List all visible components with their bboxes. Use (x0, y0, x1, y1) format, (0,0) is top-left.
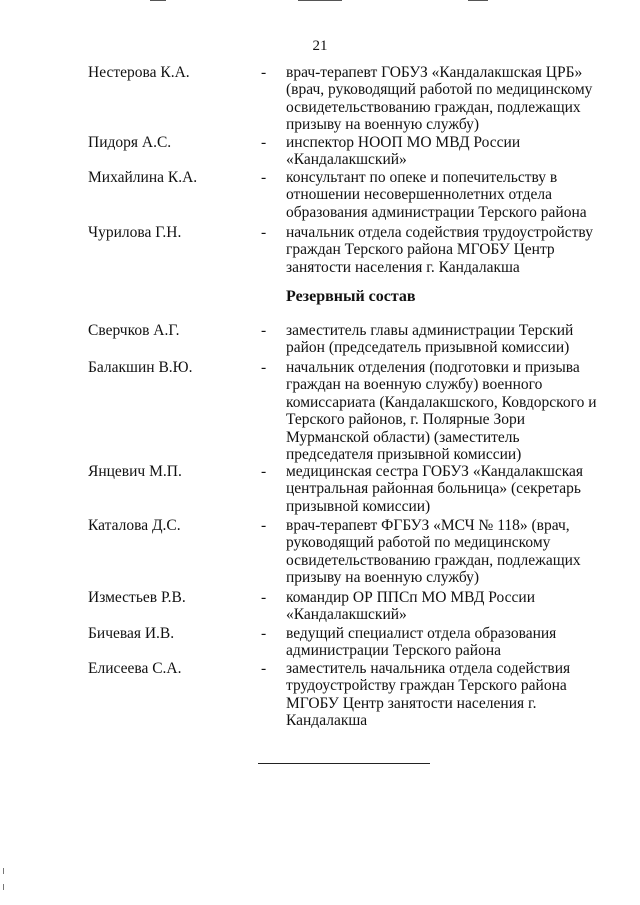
member-role: командир ОР ППСп МО МВД России «Кандалакшский» (286, 589, 536, 624)
dash-separator: - (261, 359, 267, 376)
member-role: начальник отдела содействия трудоустройству граждан Терского района МГОБУ Центр занятости населения г. Кандалакша (286, 224, 593, 276)
dash-separator: - (261, 169, 267, 186)
dash-separator: - (261, 224, 267, 241)
member-role: консультант по опеке и попечительству в отношении несовершеннолетних отдела образования администрации Терского района (286, 169, 587, 221)
dash-separator: - (261, 660, 267, 677)
member-role: врач-терапевт ФГБУЗ «МСЧ № 118» (врач, руководящий работой по медицинскому освидетельствованию граждан, подлежащих призыву на военную службу) (286, 517, 581, 587)
dash-separator: - (261, 322, 267, 339)
member-name: Сверчков А.Г. (88, 322, 180, 339)
member-name: Чурилова Г.Н. (88, 224, 182, 241)
member-role: заместитель главы администрации Терский район (председатель призывной комиссии) (286, 322, 574, 357)
member-role: ведущий специалист отдела образования администрации Терского района (286, 625, 557, 660)
member-name: Изместьев Р.В. (88, 589, 186, 606)
member-role: инспектор НООП МО МВД России «Кандалакшский» (286, 134, 521, 169)
member-role: врач-терапевт ГОБУЗ «Кандалакшская ЦРБ» (врач, руководящий работой по медицинскому освидетельствованию граждан, подлежащих призыву на военную службу) (286, 64, 593, 134)
dash-separator: - (261, 625, 267, 642)
dash-separator: - (261, 463, 267, 480)
scan-mark (3, 868, 4, 874)
member-role: заместитель начальника отдела содействия трудоустройству граждан Терского района МГОБУ Центр занятости населения г. Кандалакша (286, 660, 571, 730)
page-number: 21 (312, 38, 328, 54)
reserve-heading: Резервный состав (286, 288, 416, 305)
scan-mark (298, 0, 342, 1)
scan-mark (468, 0, 488, 1)
member-name: Елисеева С.А. (88, 660, 182, 677)
scan-mark (3, 884, 4, 890)
member-role: начальник отделения (подготовки и призыва граждан на военную службу) военного комиссариата (Кандалакшского, Ковдорского и Терского районов, г. Полярные Зори Мурманской области) (заместитель председателя призывной комиссии) (286, 359, 597, 464)
member-name: Бичевая И.В. (88, 625, 175, 642)
dash-separator: - (261, 589, 267, 606)
member-name: Михайлина К.А. (88, 169, 198, 186)
dash-separator: - (261, 134, 267, 151)
end-rule (258, 763, 430, 764)
member-name: Янцевич М.П. (88, 463, 182, 480)
member-role: медицинская сестра ГОБУЗ «Кандалакшская центральная районная больница» (секретарь призывной комиссии) (286, 463, 584, 515)
member-name: Пидоря А.С. (88, 134, 172, 151)
dash-separator: - (261, 517, 267, 534)
scan-mark (150, 0, 166, 1)
member-name: Каталова Д.С. (88, 517, 181, 534)
member-name: Балакшин В.Ю. (88, 359, 193, 376)
member-name: Нестерова К.А. (88, 64, 190, 81)
dash-separator: - (261, 64, 267, 81)
